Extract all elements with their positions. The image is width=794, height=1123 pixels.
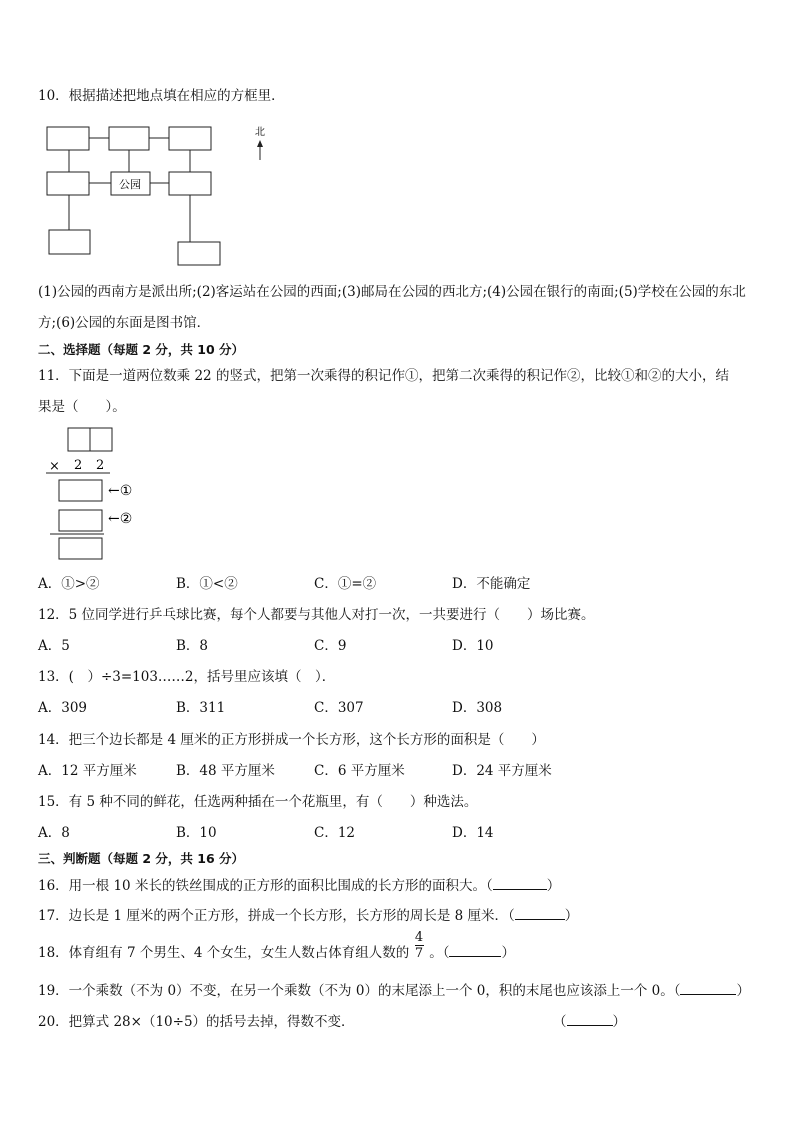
q11-options xyxy=(38,572,598,590)
product-box xyxy=(59,538,102,559)
map-box-top-right xyxy=(169,127,211,150)
q13-option-b[interactable]: B．311 xyxy=(176,700,226,716)
q16-close: ） xyxy=(546,878,561,894)
q18-answer-blank[interactable] xyxy=(449,955,501,957)
multiplier-digit-1: 2 xyxy=(74,458,83,473)
q12-option-a[interactable]: A．5 xyxy=(38,638,70,654)
map-north-label: 北 xyxy=(255,127,265,138)
q11-vertical-multiplication xyxy=(40,424,160,564)
q13-option-c[interactable]: C．307 xyxy=(314,700,364,716)
q20-answer-blank[interactable] xyxy=(567,1024,613,1026)
q20-open: （ xyxy=(553,1014,567,1030)
q18-fraction-numerator: 4 xyxy=(414,930,424,945)
q15-stem: 15．有 5 种不同的鲜花，任选两种插在一个花瓶里，有（ ）种选法。 xyxy=(38,794,478,810)
digit-box-tens xyxy=(68,428,90,451)
q18-fraction xyxy=(411,930,427,961)
arrow-label-2: ←② xyxy=(108,511,133,527)
q19 xyxy=(38,979,750,999)
q18-fraction-denominator: 7 xyxy=(414,946,424,961)
q17 xyxy=(38,904,578,924)
q12-options xyxy=(38,634,598,652)
q12-stem: 12．5 位同学进行乒乓球比赛，每个人都要与其他人对打一次，一共要进行（ ）场比赛。 xyxy=(38,607,595,623)
q17-close: ） xyxy=(564,908,579,924)
q15-option-d[interactable]: D．14 xyxy=(452,825,494,841)
q15-option-c[interactable]: C．12 xyxy=(314,825,356,841)
q14-options xyxy=(38,759,598,777)
q18-tail: 。（ xyxy=(429,945,450,961)
digit-box-ones xyxy=(90,428,112,451)
q17-answer-blank[interactable] xyxy=(515,918,565,920)
q15-options xyxy=(38,821,598,839)
q11-option-b[interactable]: B．①<② xyxy=(176,576,238,592)
multiplier-digit-2: 2 xyxy=(96,458,105,473)
q10-desc-line1: (1)公园的西南方是派出所;(2)客运站在公园的西面;(3)邮局在公园的西北方;(4)公园在银行的南面;(5)学校在公园的东北 xyxy=(38,284,746,300)
q12-option-d[interactable]: D．10 xyxy=(452,638,494,654)
q19-stem: 19．一个乘数（不为 0）不变，在另一个乘数（不为 0）的末尾添上一个 0，积的末尾也应该添上一个 0。（ xyxy=(38,983,681,999)
q13-option-a[interactable]: A．309 xyxy=(38,700,88,716)
q17-stem: 17．边长是 1 厘米的两个正方形，拼成一个长方形，长方形的周长是 8 厘米．（ xyxy=(38,908,515,924)
q14-option-c[interactable]: C．6 平方厘米 xyxy=(314,763,405,779)
q13-options xyxy=(38,696,598,714)
q11-option-d[interactable]: D．不能确定 xyxy=(452,576,531,592)
q16-stem: 16．用一根 10 米长的铁丝围成的正方形的面积比围成的长方形的面积大。（ xyxy=(38,878,493,894)
map-box-top-center xyxy=(109,127,149,150)
q10-stem: 10．根据描述把地点填在相应的方框里． xyxy=(38,88,285,104)
q14-stem: 14．把三个边长都是 4 厘米的正方形拼成一个长方形，这个长方形的面积是（ ） xyxy=(38,732,545,748)
partial-product-box-1 xyxy=(59,480,102,501)
q20-close: ） xyxy=(612,1014,626,1030)
q10-map-diagram xyxy=(40,120,280,270)
q16 xyxy=(38,874,560,894)
q19-close: ） xyxy=(736,983,750,999)
q11-stem-line1: 11．下面是一道两位数乘 22 的竖式，把第一次乘得的积记作①，把第二次乘得的积记作②，比较①和②的大小，结 xyxy=(38,368,729,384)
map-box-top-left xyxy=(47,127,89,150)
map-box-mid-right xyxy=(169,172,211,195)
map-box-bottom-left xyxy=(49,230,90,254)
q14-option-b[interactable]: B．48 平方厘米 xyxy=(176,763,275,779)
q19-answer-blank[interactable] xyxy=(680,993,736,995)
q15-option-a[interactable]: A．8 xyxy=(38,825,70,841)
map-box-mid-left xyxy=(47,172,89,195)
q14-option-d[interactable]: D．24 平方厘米 xyxy=(452,763,552,779)
q20-stem: 20．把算式 28×（10÷5）的括号去掉，得数不变． xyxy=(38,1014,355,1030)
arrow-label-1: ←① xyxy=(108,483,133,499)
q13-option-d[interactable]: D．308 xyxy=(452,700,503,716)
q16-answer-blank[interactable] xyxy=(493,888,547,890)
q20-answer xyxy=(553,1010,626,1030)
q11-option-a[interactable]: A．①>② xyxy=(38,576,100,592)
partial-product-box-2 xyxy=(59,510,102,531)
map-box-bottom-right xyxy=(178,242,220,265)
q18-close: ） xyxy=(501,945,515,961)
map-park-label: 公园 xyxy=(119,178,141,191)
q11-option-c[interactable]: C．①=② xyxy=(314,576,377,592)
q10-desc-line2: 方;(6)公园的东面是图书馆． xyxy=(38,315,211,331)
section3-heading: 三、判断题（每题 2 分，共 16 分） xyxy=(38,851,245,866)
times-sign: × xyxy=(49,459,60,474)
q13-stem: 13．( ）÷3=103……2，括号里应该填（ ）． xyxy=(38,669,336,685)
section2-heading: 二、选择题（每题 2 分，共 10 分） xyxy=(38,342,245,357)
q18 xyxy=(38,941,515,961)
q15-option-b[interactable]: B．10 xyxy=(176,825,217,841)
q14-option-a[interactable]: A．12 平方厘米 xyxy=(38,763,137,779)
q12-option-c[interactable]: C．9 xyxy=(314,638,347,654)
q18-stem: 18．体育组有 7 个男生、4 个女生，女生人数占体育组人数的 xyxy=(38,945,410,961)
q11-stem-line2: 果是（ ）。 xyxy=(38,399,126,415)
q12-option-b[interactable]: B．8 xyxy=(176,638,209,654)
